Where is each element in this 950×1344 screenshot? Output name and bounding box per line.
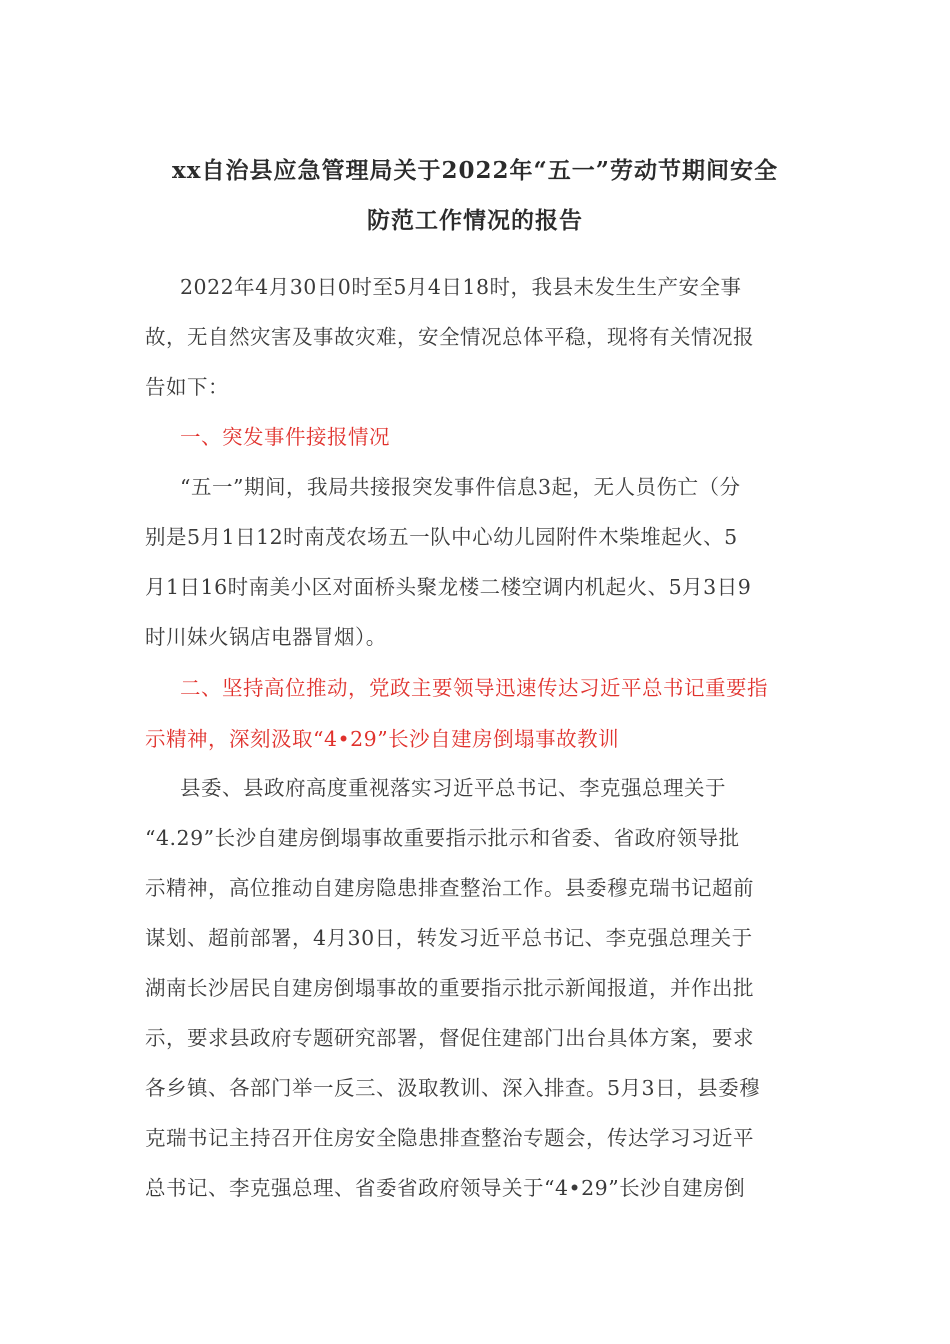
paragraph-line: 湖南长沙居民自建房倒塌事故的重要指示批示新闻报道，并作出批 bbox=[145, 976, 754, 1000]
paragraph-line: 总书记、李克强总理、省委省政府领导关于“4•29”长沙自建房倒 bbox=[145, 1176, 746, 1200]
paragraph-line: 示精神，高位推动自建房隐患排查整治工作。县委穆克瑞书记超前 bbox=[145, 876, 754, 900]
paragraph-line: 各乡镇、各部门举一反三、汲取教训、深入排查。5月3日，县委穆 bbox=[145, 1076, 761, 1100]
document-title-line-2: 防范工作情况的报告 bbox=[367, 207, 583, 234]
paragraph-line: “五一”期间，我局共接报突发事件信息3起，无人员伤亡（分 bbox=[180, 475, 741, 499]
paragraph-line: 告如下： bbox=[145, 375, 229, 399]
paragraph-line: 故，无自然灾害及事故灾难，安全情况总体平稳，现将有关情况报 bbox=[145, 325, 754, 349]
paragraph-line: 克瑞书记主持召开住房安全隐患排查整治专题会，传达学习习近平 bbox=[145, 1126, 754, 1150]
paragraph-line: 时川妹火锅店电器冒烟）。 bbox=[145, 625, 387, 649]
paragraph-line: 月1日16时南美小区对面桥头聚龙楼二楼空调内机起火、5月3日9 bbox=[145, 575, 752, 599]
paragraph-line: 示，要求县政府专题研究部署，督促住建部门出台具体方案，要求 bbox=[145, 1026, 754, 1050]
section-heading-line: 示精神，深刻汲取“4•29”长沙自建房倒塌事故教训 bbox=[145, 727, 620, 751]
document-title-line-1: xx自治县应急管理局关于2022年“五一”劳动节期间安全 bbox=[172, 157, 778, 184]
paragraph-line: 谋划、超前部署，4月30日，转发习近平总书记、李克强总理关于 bbox=[145, 926, 753, 950]
paragraph-line: 别是5月1日12时南茂农场五一队中心幼儿园附件木柴堆起火、5 bbox=[145, 525, 738, 549]
paragraph-line: “4.29”长沙自建房倒塌事故重要指示批示和省委、省政府领导批 bbox=[145, 826, 740, 850]
section-heading-line: 二、坚持高位推动，党政主要领导迅速传达习近平总书记重要指 bbox=[180, 676, 768, 700]
paragraph-line: 2022年4月30日0时至5月4日18时，我县未发生生产安全事 bbox=[180, 275, 742, 299]
section-heading-line: 一、突发事件接报情况 bbox=[180, 425, 390, 449]
paragraph-line: 县委、县政府高度重视落实习近平总书记、李克强总理关于 bbox=[180, 776, 726, 800]
